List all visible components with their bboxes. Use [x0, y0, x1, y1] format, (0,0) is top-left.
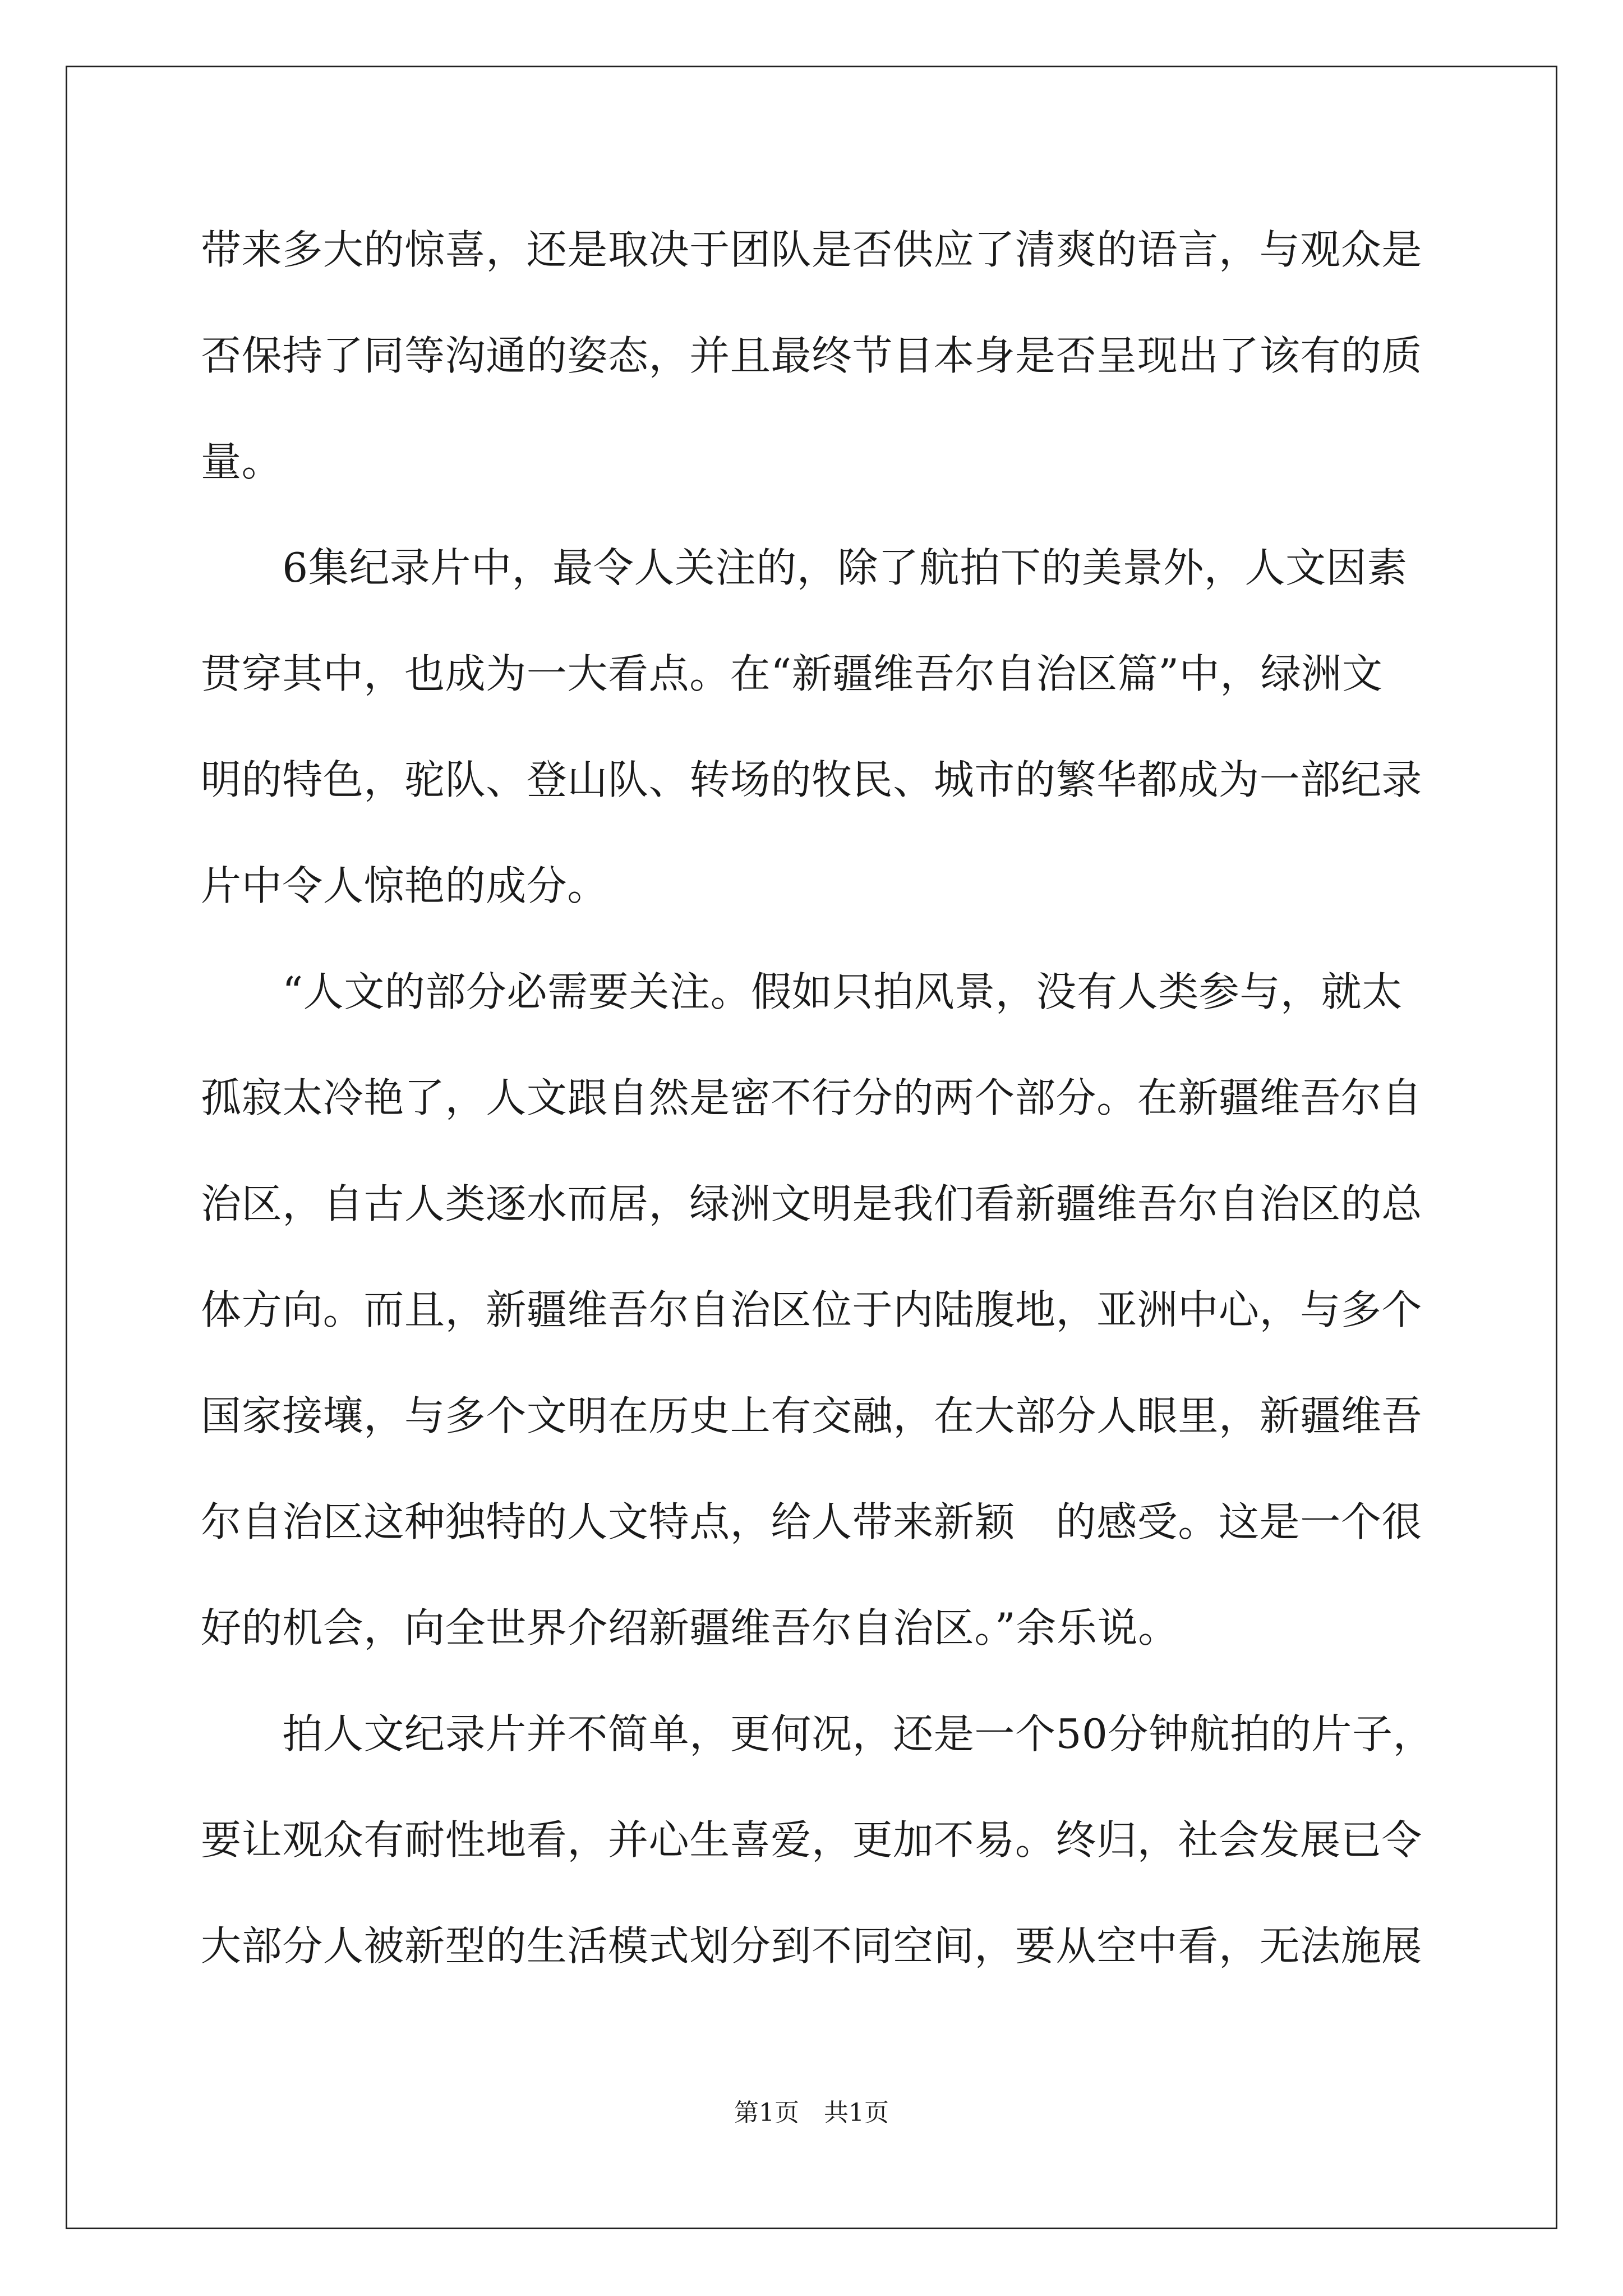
text-line: 拍人文纪录片并不简单，更何况，还是一个50分钟航拍的片子，: [201, 1710, 1434, 1757]
text-line: 带来多大的惊喜，还是取决于团队是否供应了清爽的语言，与观众是: [201, 226, 1423, 273]
text-line: 尔自治区这种独特的人文特点，给人带来新颖 的感受。这是一个很: [201, 1498, 1423, 1545]
text-line: 孤寂太冷艳了，人文跟自然是密不行分的两个部分。在新疆维吾尔自: [201, 1074, 1423, 1121]
text-line: 贯穿其中，也成为一大看点。在“新疆维吾尔自治区篇”中，绿洲文: [201, 650, 1383, 697]
text-line: 要让观众有耐性地看，并心生喜爱，更加不易。终归，社会发展已令: [201, 1816, 1423, 1864]
text-line: 6集纪录片中，最令人关注的，除了航拍下的美景外，人文因素: [201, 544, 1408, 591]
text-line: 片中令人惊艳的成分。: [201, 862, 608, 909]
page-border: [66, 66, 1557, 2229]
page-number-footer: 第1页 共1页: [734, 2099, 889, 2127]
text-line: “人文的部分必需要关注。假如只拍风景，没有人类参与，就太: [201, 968, 1403, 1015]
text-line: 国家接壤，与多个文明在历史上有交融，在大部分人眼里，新疆维吾: [201, 1392, 1423, 1439]
text-line: 大部分人被新型的生活模式划分到不同空间，要从空中看，无法施展: [201, 1922, 1423, 1970]
text-line: 好的机会，向全世界介绍新疆维吾尔自治区。”余乐说。: [201, 1604, 1179, 1651]
text-line: 否保持了同等沟通的姿态，并且最终节目本身是否呈现出了该有的质: [201, 332, 1423, 379]
text-line: 明的特色，驼队、登山队、转场的牧民、城市的繁华都成为一部纪录: [201, 756, 1423, 803]
text-line: 量。: [201, 438, 283, 485]
text-line: 治区，自古人类逐水而居，绿洲文明是我们看新疆维吾尔自治区的总: [201, 1180, 1423, 1227]
text-line: 体方向。而且，新疆维吾尔自治区位于内陆腹地，亚洲中心，与多个: [201, 1286, 1423, 1333]
